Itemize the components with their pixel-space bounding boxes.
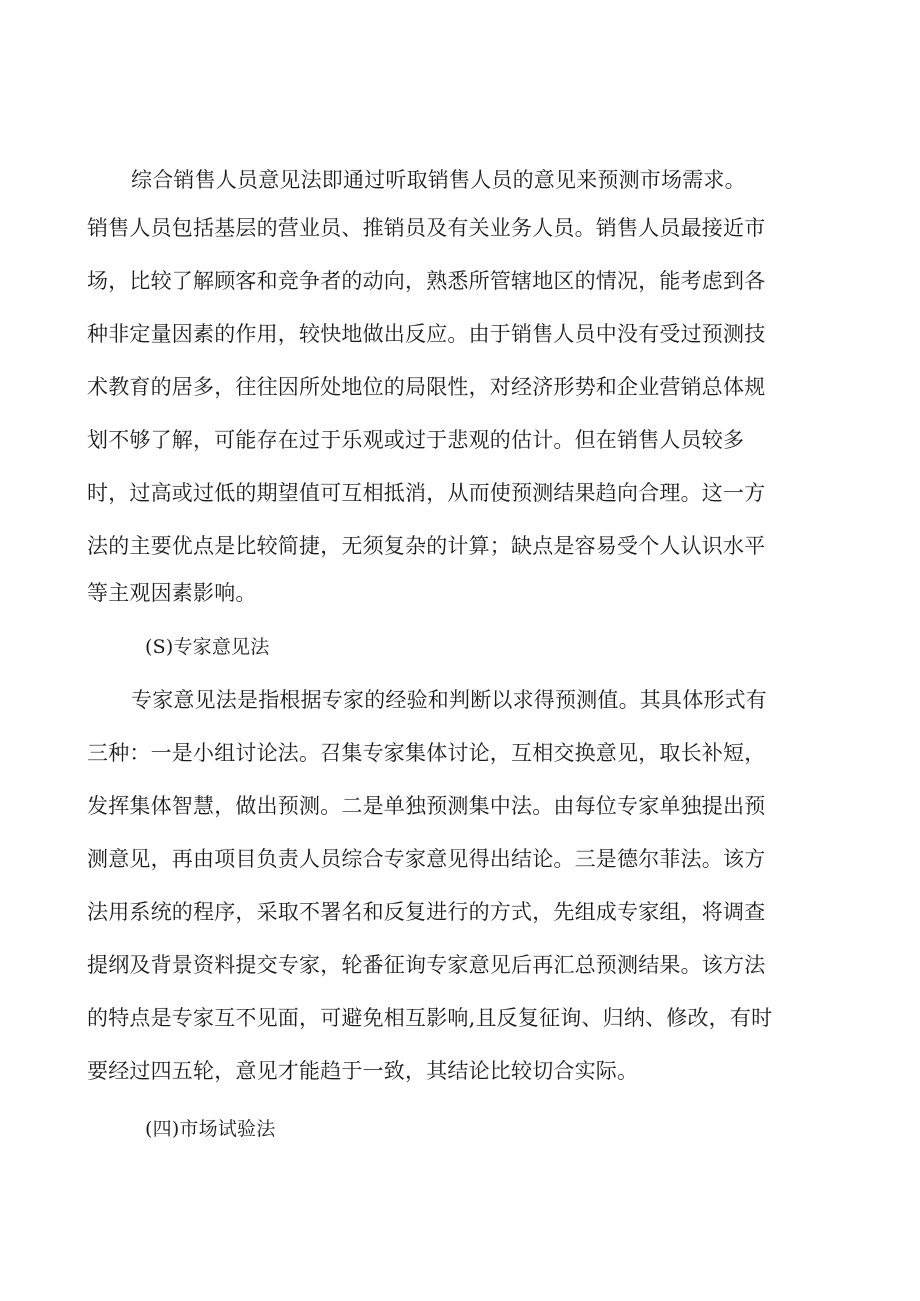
- paragraph-line: 提纲及背景资料提交专家，轮番征询专家意见后再汇总预测结果。该方法: [87, 953, 766, 977]
- paragraph-line: 等主观因素影响。: [87, 581, 257, 605]
- paragraph-line: 时，过高或过低的期望值可互相抵消，从而使预测结果趋向合理。这一方: [87, 481, 766, 505]
- paragraph-line: 测意见，再由项目负责人员综合专家意见得出结论。三是德尔菲法。该方: [87, 847, 766, 871]
- paragraph-line: 种非定量因素的作用，较快地做出反应。由于销售人员中没有受过预测技: [87, 322, 766, 346]
- paragraph-line: 要经过四五轮，意见才能趋于一致，其结论比较切合实际。: [87, 1059, 639, 1083]
- paragraph-line: 法用系统的程序，采取不署名和反复进行的方式，先组成专家组，将调查: [87, 900, 766, 924]
- paragraph-line: 划不够了解，可能存在过于乐观或过于悲观的估计。但在销售人员较多: [87, 428, 745, 452]
- section-heading: (S)专家意见法: [145, 636, 270, 658]
- paragraph-line: 三种：一是小组讨论法。召集专家集体讨论，互相交换意见，取长补短，: [87, 741, 766, 765]
- paragraph-line: 术教育的居多，往往因所处地位的局限性，对经济形势和企业营销总体规: [87, 375, 766, 399]
- paragraph-line: 综合销售人员意见法即通过听取销售人员的意见来预测市场需求。: [131, 168, 746, 192]
- paragraph-line: 场，比较了解顾客和竞争者的动向，熟悉所管辖地区的情况，能考虑到各: [87, 269, 766, 293]
- section-heading: (四)市场试验法: [145, 1118, 276, 1140]
- paragraph-line: 的特点是专家互不见面，可避免相互影响,且反复征询、归纳、修改，有时: [87, 1006, 773, 1030]
- paragraph-line: 专家意见法是指根据专家的经验和判断以求得预测值。其具体形式有: [131, 688, 767, 712]
- paragraph-line: 法的主要优点是比较简捷，无须复杂的计算；缺点是容易受个人认识水平: [87, 534, 766, 558]
- paragraph-line: 发挥集体智慧，做出预测。二是单独预测集中法。由每位专家单独提出预: [87, 794, 766, 818]
- paragraph-line: 销售人员包括基层的营业员、推销员及有关业务人员。销售人员最接近市: [87, 216, 766, 240]
